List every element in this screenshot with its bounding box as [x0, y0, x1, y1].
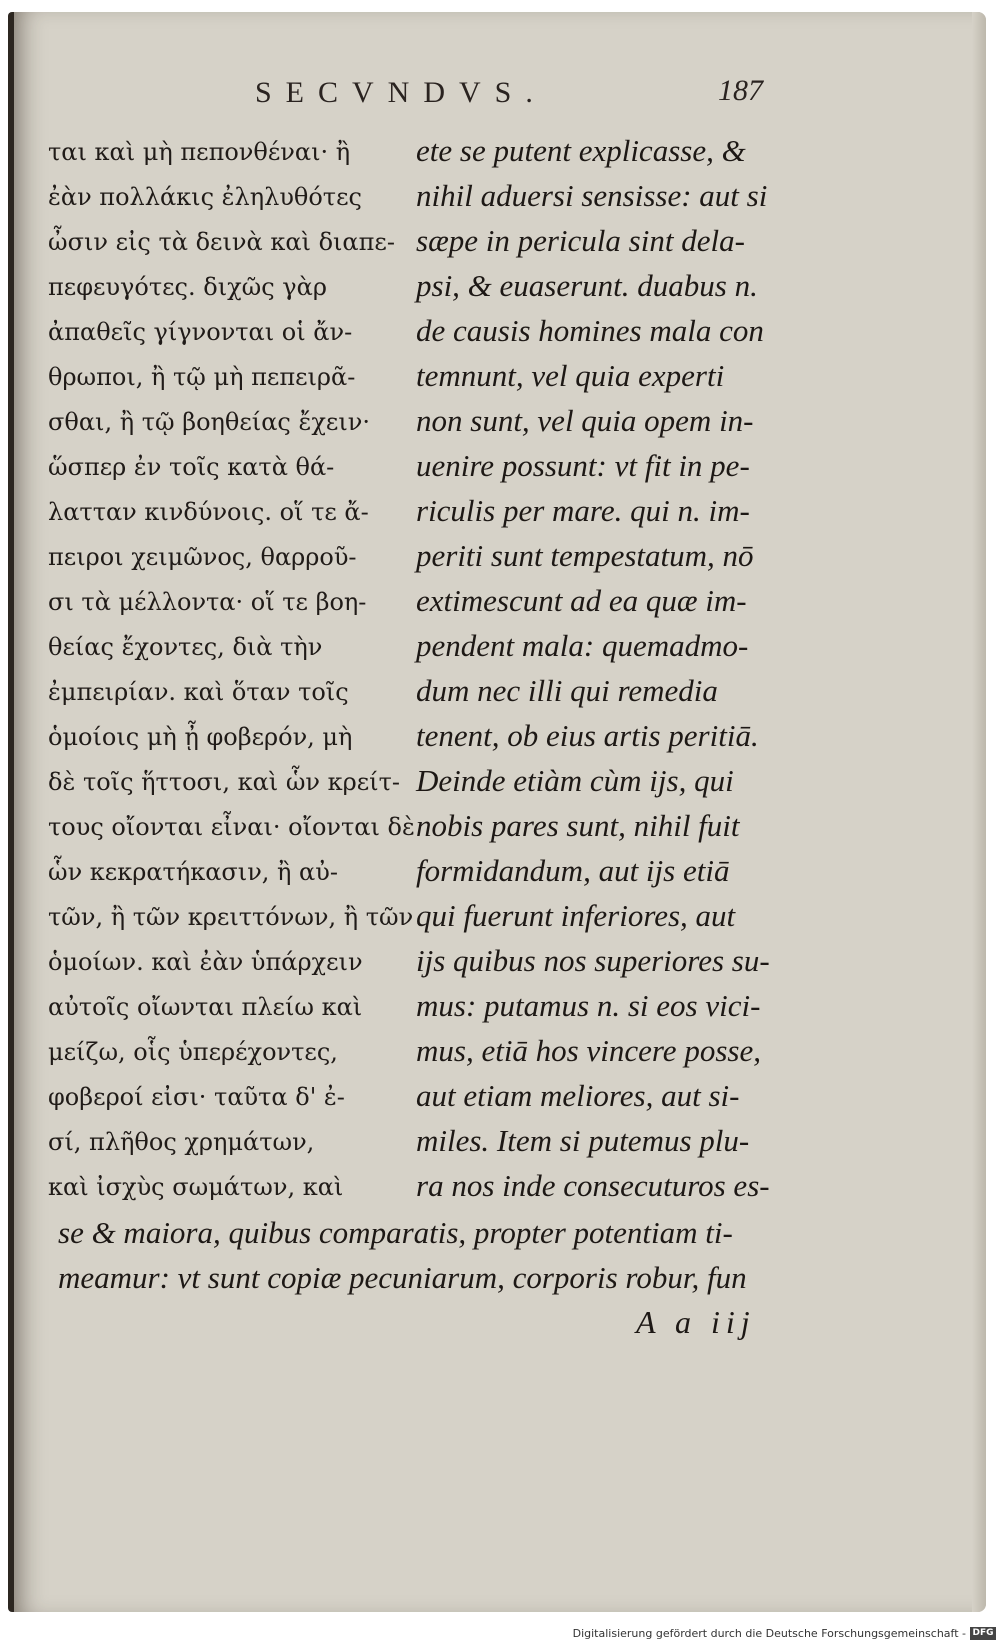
greek-column	[48, 130, 415, 1210]
greek-line: δὲ τοῖς ἥττοσι, καὶ ὧν κρείτ-	[48, 768, 400, 796]
greek-line: ἐὰν πολλάκις ἐληλυθότες	[48, 183, 362, 211]
latin-line: ete se putent explicasse, &	[416, 133, 746, 168]
latin-line: miles. Item si putemus plu-	[416, 1123, 750, 1158]
greek-line: ὧν κεκρατήκασιν, ἢ αὐ-	[48, 858, 338, 886]
greek-line: σί, πλῆθος χρημάτων,	[48, 1128, 315, 1156]
page-edge	[972, 12, 986, 1612]
signature-mark: A a iij	[636, 1304, 756, 1340]
latin-line: Deinde etiàm cùm ijs, qui	[416, 763, 734, 798]
greek-line: πειροι χειμῶνος, θαρροῦ-	[48, 543, 357, 571]
greek-line: ὦσιν εἰς τὰ δεινὰ καὶ διαπε-	[48, 228, 395, 256]
dfg-logo-icon: DFG	[970, 1627, 996, 1640]
latin-line: non sunt, vel quia opem in-	[416, 403, 754, 438]
greek-line: μείζω, οἷς ὑπερέχοντες,	[48, 1038, 338, 1066]
page-number: 187	[718, 74, 763, 107]
latin-line: ijs quibus nos superiores su-	[416, 943, 770, 978]
latin-line: nihil aduersi sensisse: aut si	[416, 178, 768, 213]
latin-line: periti sunt tempestatum, nō	[416, 538, 754, 573]
full-width-line: meamur: vt sunt copiæ pecuniarum, corporis robur, fun	[58, 1260, 747, 1295]
latin-line: aut etiam meliores, aut si-	[416, 1078, 740, 1113]
greek-line: τῶν, ἢ τῶν κρειττόνων, ἢ τῶν	[48, 903, 414, 931]
latin-line: qui fuerunt inferiores, aut	[416, 898, 736, 933]
latin-line: nobis pares sunt, nihil fuit	[416, 808, 740, 843]
greek-line: θείας ἔχοντες, διὰ τὴν	[48, 633, 323, 661]
latin-line: riculis per mare. qui n. im-	[416, 493, 750, 528]
greek-line: τους οἴονται εἶναι· οἴονται δὲ	[48, 813, 415, 841]
latin-line: temnunt, vel quia experti	[416, 358, 725, 393]
greek-line: πεφευγότες. διχῶς γὰρ	[48, 273, 327, 301]
latin-line: sæpe in pericula sint dela-	[416, 223, 745, 258]
greek-line: ται καὶ μὴ πεπονθέναι· ἢ	[48, 138, 351, 166]
greek-line: θρωποι, ἢ τῷ μὴ πεπειρᾶ-	[48, 363, 356, 391]
greek-line: σθαι, ἢ τῷ βοηθείας ἔχειν·	[48, 408, 370, 436]
latin-line: mus, etiā hos vincere posse,	[416, 1033, 761, 1068]
greek-line: ἀπαθεῖς γίγνονται οἱ ἄν-	[48, 318, 353, 346]
latin-line: formidandum, aut ijs etiā	[416, 853, 730, 888]
latin-line: uenire possunt: vt fit in pe-	[416, 448, 750, 483]
greek-line: ἐμπειρίαν. καὶ ὅταν τοῖς	[48, 678, 349, 706]
latin-line: dum nec illi qui remedia	[416, 673, 718, 708]
greek-line: φοβεροί εἰσι· ταῦτα δ' ἐ-	[48, 1083, 345, 1111]
latin-line: ra nos inde consecuturos es-	[416, 1168, 770, 1203]
latin-line: pendent mala: quemadmo-	[416, 628, 749, 663]
greek-line: λατταν κινδύνοις. οἵ τε ἄ-	[48, 498, 369, 526]
full-width-line: se & maiora, quibus comparatis, propter potentiam ti-	[58, 1215, 733, 1250]
greek-line: αὐτοῖς οἴωνται πλείω καὶ	[48, 993, 363, 1021]
latin-line: psi, & euaserunt. duabus n.	[416, 268, 758, 303]
full-width-text	[58, 1210, 808, 1300]
latin-line: extimescunt ad ea quæ im-	[416, 583, 747, 618]
greek-line: καὶ ἰσχὺς σωμάτων, καὶ	[48, 1173, 344, 1201]
latin-line: de causis homines mala con	[416, 313, 764, 348]
greek-line: ὁμοίων. καὶ ἐὰν ὑπάρχειν	[48, 948, 363, 976]
latin-line: tenent, ob eius artis peritiā.	[416, 718, 759, 753]
greek-line: ὥσπερ ἐν τοῖς κατὰ θά-	[48, 453, 335, 481]
latin-line: mus: putamus n. si eos vici-	[416, 988, 761, 1023]
greek-line: ὁμοίοις μὴ ᾖ φοβερόν, μὴ	[48, 723, 353, 751]
footer-credit: Digitalisierung gefördert durch die Deutsche Forschungsgemeinschaft -	[572, 1627, 966, 1640]
greek-line: σι τὰ μέλλοντα· οἵ τε βοη-	[48, 588, 367, 616]
latin-column	[416, 128, 796, 1208]
running-head: SECVNDVS.	[255, 76, 547, 109]
